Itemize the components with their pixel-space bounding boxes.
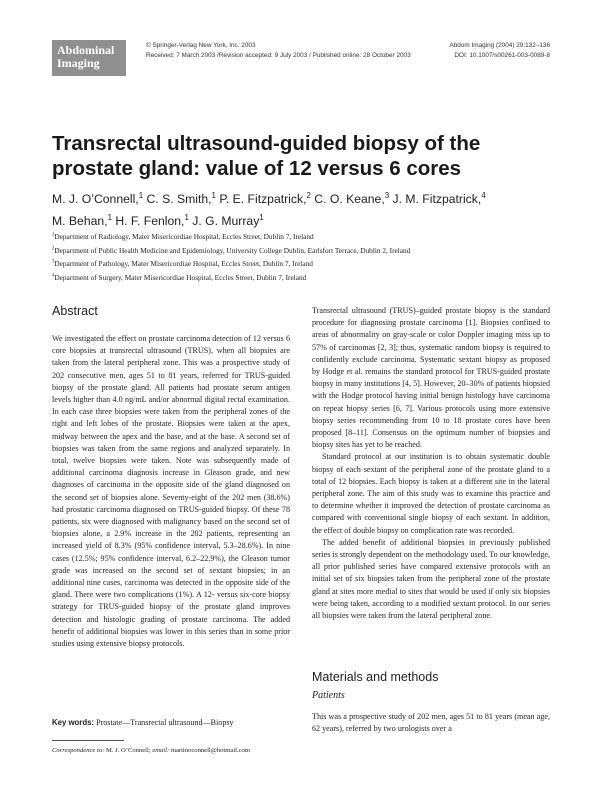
author: M. Behan,$^1$ <box>52 212 112 228</box>
author: J. M. Fitzpatrick,$^4$ <box>392 190 486 206</box>
publication-history <box>146 41 426 61</box>
keywords-text: Prostate—Transrectal ultrasound—Biopsy <box>96 718 234 727</box>
methods-heading: Materials and methods <box>312 670 439 684</box>
author: P. E. Fitzpatrick,$^2$ <box>219 190 311 206</box>
article-title: Transrectal ultrasound-guided biopsy of the prostate gland: value of 12 versus 6 cores <box>52 132 481 180</box>
correspondence-email[interactable]: martinoconnell@hotmail.com <box>170 747 250 754</box>
author: C. S. Smith,$^1$ <box>146 190 216 206</box>
author: H. F. Fenlon,$^1$ <box>115 212 189 228</box>
affiliation-list <box>52 230 552 284</box>
correspondence-note <box>52 746 302 756</box>
abstract-heading: Abstract <box>52 304 98 318</box>
patients-subheading: Patients <box>312 690 345 701</box>
correspondence-label: Correspondence to: <box>52 747 105 754</box>
keywords-label: Key words: <box>52 718 95 727</box>
journal-logo <box>52 40 126 76</box>
email-label: email: <box>152 747 170 754</box>
author-list <box>52 188 552 232</box>
copyright-line: © Springer-Verlag New York, Inc. 2003 <box>146 42 256 49</box>
dates-line: Received: 7 March 2003 /Revision accepted: 9 July 2003 / Published online: 28 October 2003 <box>146 52 411 59</box>
doi-line: DOI: 10.1007/s00261-003-0089-8 <box>454 52 550 59</box>
affiliation: $^1$Department of Radiology, Mater Misericordiae Hospital, Eccles Street, Dublin 7, Ireland <box>52 232 314 241</box>
introduction-column <box>312 305 550 622</box>
intro-paragraph-1: Transrectal ultrasound (TRUS)–guided prostate biopsy is the standard procedure for diagnosing prostate carcinoma [1]. Biopsies confined to areas of abnormality on gray-scale or color Doppler imaging miss up to 57% of carcinomas [2, 3]; thus, systematic random biopsy is required to confidently exclude carcinoma. Systematic sextant biopsy as proposed by Hodge et al. remains the standard protocol for TRUS-guided prostate biopsy in many institutions [4, 5]. However, 20–30% of patients biopsied with the Hodge protocol having initial benign histology have carcinoma on repeat biopsy series [6, 7]. Various protocols using more extensive biopsy series recommending from 10 to 18 prostate cores have been proposed [8–11]. Consensus on the optimum number of biopsies and biopsy sites has yet to be reached. <box>312 306 550 450</box>
footnote-rule <box>52 740 124 741</box>
affiliation: $^2$Department of Public Health Medicine and Epidemiology, University College Dublin, Earlsfort Terrace, Dublin 2, Ireland <box>52 245 411 255</box>
affiliation: $^3$Department of Pathology, Mater Misericordiae Hospital, Eccles Street, Dublin 7, Ireland <box>52 259 313 268</box>
citation-line: Abdom Imaging (2004) 29:132–136 <box>449 42 550 49</box>
abstract-text: We investigated the effect on prostate carcinoma detection of 12 versus 6 core biopsies at transrectal ultrasound (TRUS), when all biopsies are taken from the lateral peripheral zone. This was a prospective study of 202 consecutive men, ages 51 to 81 years, referred for TRUS-guided biopsy of the prostate gland. All patients had prostate serum antigen levels higher than 4.0 ng/mL and/or abnormal digital rectal examination. In each case three biopsies were taken from the peripheral zones of the right and left lobes of the prostate. Biopsies were taken at the apex, midway between the apex and the base, and at the base. A second set of biopsies was taken from the same regions and analyzed separately. In total, twelve biopsies were taken. Note was subsequently made of additional carcinoma diagnosis increase in Gleason grade, and new diagnoses of carcinoma in the opposite side of the gland diagnosed on the second set of biopsies alone. Seventy-eight of the 202 men (38.6%) had prostatic carcinoma diagnosed on TRUS-guided biopsy. Of these 78 patients, six were diagnosed with malignancy based on the second set of biopsies alone, a 2.9% increase in the 202 patients, representing an increased yield of 8.3% (95% confidence interval, 5.3–28.6%). In nine cases (12.5%; 95% confidence interval, 6.2–22.9%), the Gleason tumor grade was increased on the second set of sextant biopsies; in an additional nine cases, carcinoma was detected in the opposite side of the gland. There were two complications (1%). A 12- versus six-core biopsy strategy for TRUS-guided biopsy of the prostate gland improves detection and histologic grading of prostate carcinoma. The added benefit of additional biopsies was lower in this series than in some prior studies using extensive biopsy protocols. <box>52 334 290 649</box>
journal-name-line1: Abdominal <box>57 43 115 57</box>
author: C. O. Keane,$^3$ <box>314 190 390 206</box>
journal-name-line2: Imaging <box>57 56 100 70</box>
correspondence-name: M. J. O’Connell; <box>105 747 151 754</box>
patients-text: This was a prospective study of 202 men, ages 51 to 81 years (mean age, 62 years), referred by two urologists over a <box>312 712 550 734</box>
citation-block <box>426 41 550 61</box>
intro-paragraph-2: Standard protocol at our institution is to obtain systematic double biopsy of each sextant of the peripheral zone of the prostate gland to a total of 12 biopsies. Each biopsy is taken at a different site in the lateral peripheral zone. The aim of this study was to examine this practice and to determine whether it improved the detection of prostate carcinoma as compared with conventional single biopsy of each sextant. In addition, the effect of double biopsy on complication rate was recorded. <box>312 452 550 535</box>
author: M. J. O’Connell,$^1$ <box>52 190 144 206</box>
affiliation: $^4$Department of Surgery, Mater Misericordiae Hospital, Eccles Street, Dublin 7, Ireland <box>52 272 307 282</box>
intro-paragraph-3: The added benefit of additional biopsies in previously published series is strongly dependent on the methodology used. To our knowledge, all prior published series have compared extensive protocols with an initial set of six biopsies taken from the peripheral zone of the prostate gland at sites more medial to sites that would be used if only six biopsies were being taken, according to a modified sextant protocol. In our series all biopsies were taken from the lateral peripheral zone. <box>312 537 551 621</box>
keywords <box>52 717 292 729</box>
author: J. G. Murray$^1$ <box>192 212 264 228</box>
